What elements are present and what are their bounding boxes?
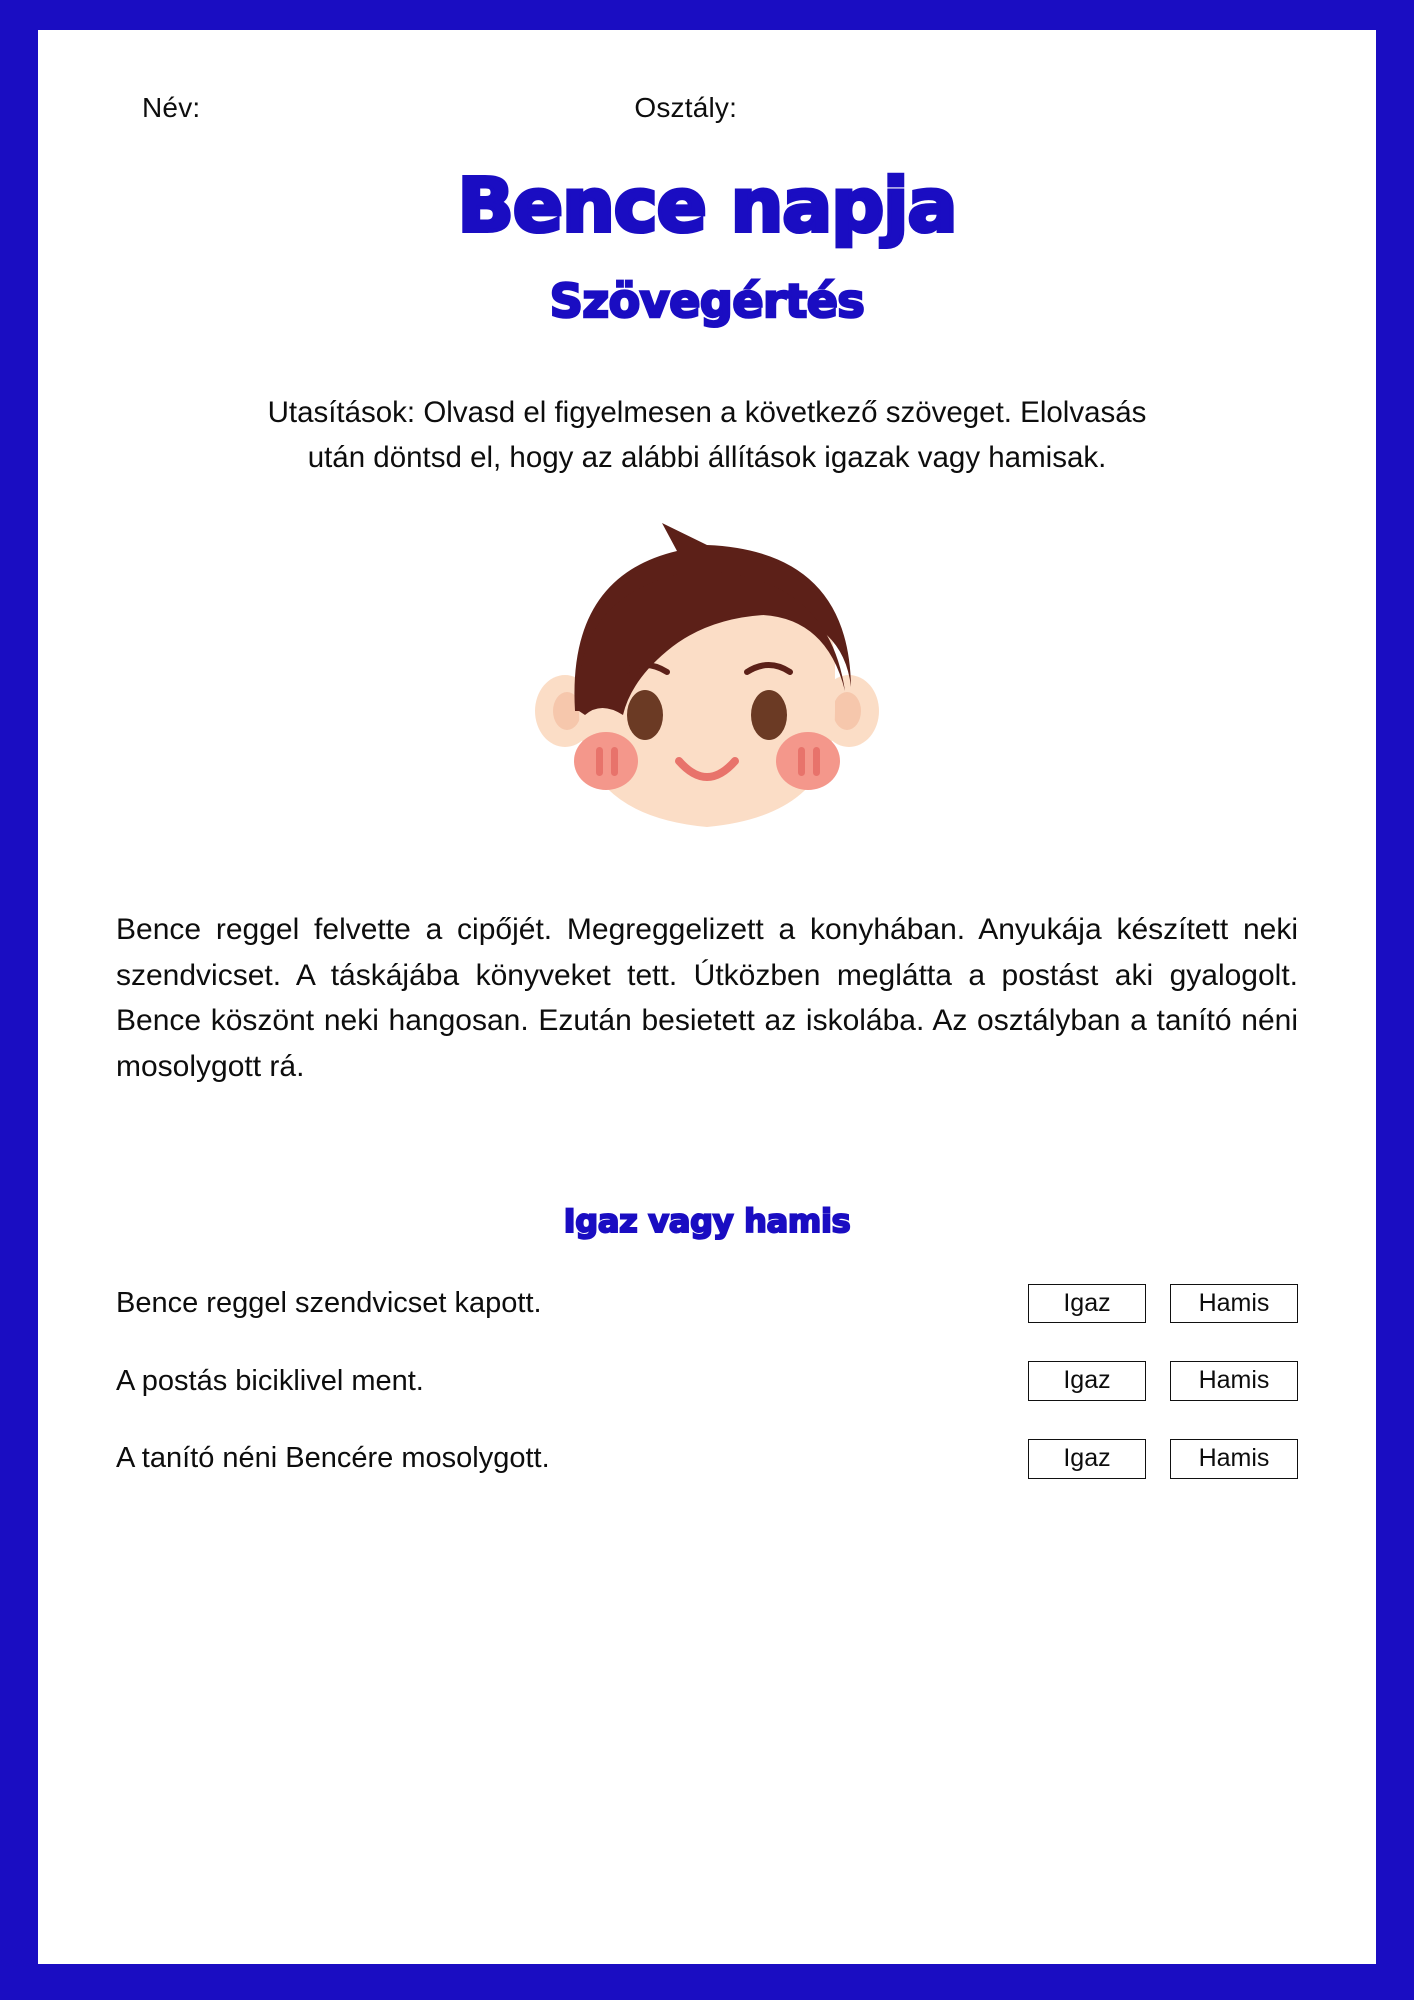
true-false-heading: Igaz vagy hamis [563,1201,851,1240]
statement-row [116,1439,1298,1479]
name-field-label: Név: [142,92,201,123]
statement-row [116,1361,1298,1401]
instructions-text: Utasítások: Olvasd el figyelmesen a következő szöveget. Elolvasás után döntsd el, hogy az alábbi állítások igazak vagy hamisak. [267,395,1147,475]
class-field-label: Osztály: [634,92,738,123]
story-paragraph: Bence reggel felvette a cipőjét. Megreggelizett a konyhában. Anyukája készített neki szendvicset. A táskájába könyveket tett. Útközben meglátta a postást aki gyalogolt. Bence köszönt neki hangosan. Ezután besietett az iskolába. Az osztályban a tanító néni mosolygott rá. [116,913,1298,1083]
statement-options [1028,1284,1298,1324]
statement-text: Bence reggel szendvicset kapott. [116,1286,542,1319]
option-hamis[interactable]: Hamis [1170,1284,1298,1324]
statement-options [1028,1439,1298,1479]
option-hamis[interactable]: Hamis [1170,1439,1298,1479]
worksheet-sheet [38,30,1376,1964]
boy-face-icon [527,515,887,845]
option-igaz[interactable]: Igaz [1028,1284,1146,1324]
page-subtitle: Szövegértés [549,273,865,328]
option-hamis[interactable]: Hamis [1170,1361,1298,1401]
statements-list [116,1284,1298,1479]
option-igaz[interactable]: Igaz [1028,1361,1146,1401]
statement-row [116,1284,1298,1324]
statement-text: A tanító néni Bencére mosolygott. [116,1442,550,1475]
statement-text: A postás biciklivel ment. [116,1364,424,1397]
statement-options [1028,1361,1298,1401]
page-title: Bence napja [457,163,957,249]
option-igaz[interactable]: Igaz [1028,1439,1146,1479]
student-info-row [116,92,1298,124]
